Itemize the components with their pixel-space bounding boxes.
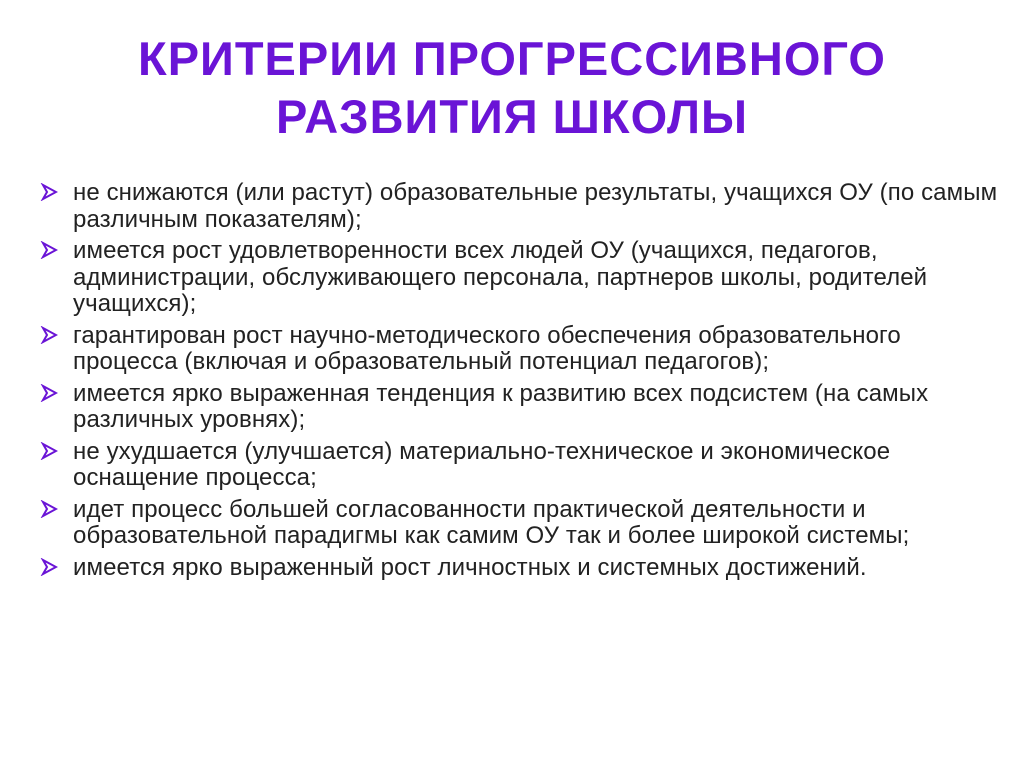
list-item [40, 238, 1000, 318]
slide-title-line-1: КРИТЕРИИ ПРОГРЕССИВНОГО [138, 32, 886, 85]
list-item [40, 323, 1000, 376]
list-item [40, 180, 1000, 233]
arrow-bullet-icon [40, 384, 58, 402]
arrow-bullet-icon [40, 183, 58, 201]
list-item-text: идет процесс большей согласованности практической деятельности и образовательной парадигмы как самим ОУ так и более широкой системы; [73, 495, 910, 549]
list-item-text: не снижаются (или растут) образовательные результаты, учащихся ОУ (по самым различным показателям); [73, 179, 998, 233]
criteria-list [40, 180, 1000, 586]
list-item-text: имеется рост удовлетворенности всех людей ОУ (учащихся, педагогов, администрации, обслуживающего персонала, партнеров школы, родителей учащихся); [73, 237, 928, 317]
list-item [40, 439, 1000, 492]
arrow-bullet-icon [40, 558, 58, 576]
list-item-text: гарантирован рост научно-методического обеспечения образовательного процесса (включая и образовательный потенциал педагогов); [73, 321, 901, 375]
arrow-bullet-icon [40, 326, 58, 344]
list-item-text: имеется ярко выраженная тенденция к развитию всех подсистем (на самых различных уровнях); [73, 379, 929, 433]
list-item [40, 497, 1000, 550]
list-item-text: имеется ярко выраженный рост личностных и системных достижений. [73, 553, 867, 581]
slide-title-line-2: РАЗВИТИЯ ШКОЛЫ [276, 90, 748, 143]
arrow-bullet-icon [40, 500, 58, 518]
arrow-bullet-icon [40, 442, 58, 460]
list-item [40, 381, 1000, 434]
list-item [40, 555, 1000, 582]
arrow-bullet-icon [40, 241, 58, 259]
list-item-text: не ухудшается (улучшается) материально-техническое и экономическое оснащение процесса; [73, 437, 891, 491]
slide-title [0, 30, 1024, 146]
